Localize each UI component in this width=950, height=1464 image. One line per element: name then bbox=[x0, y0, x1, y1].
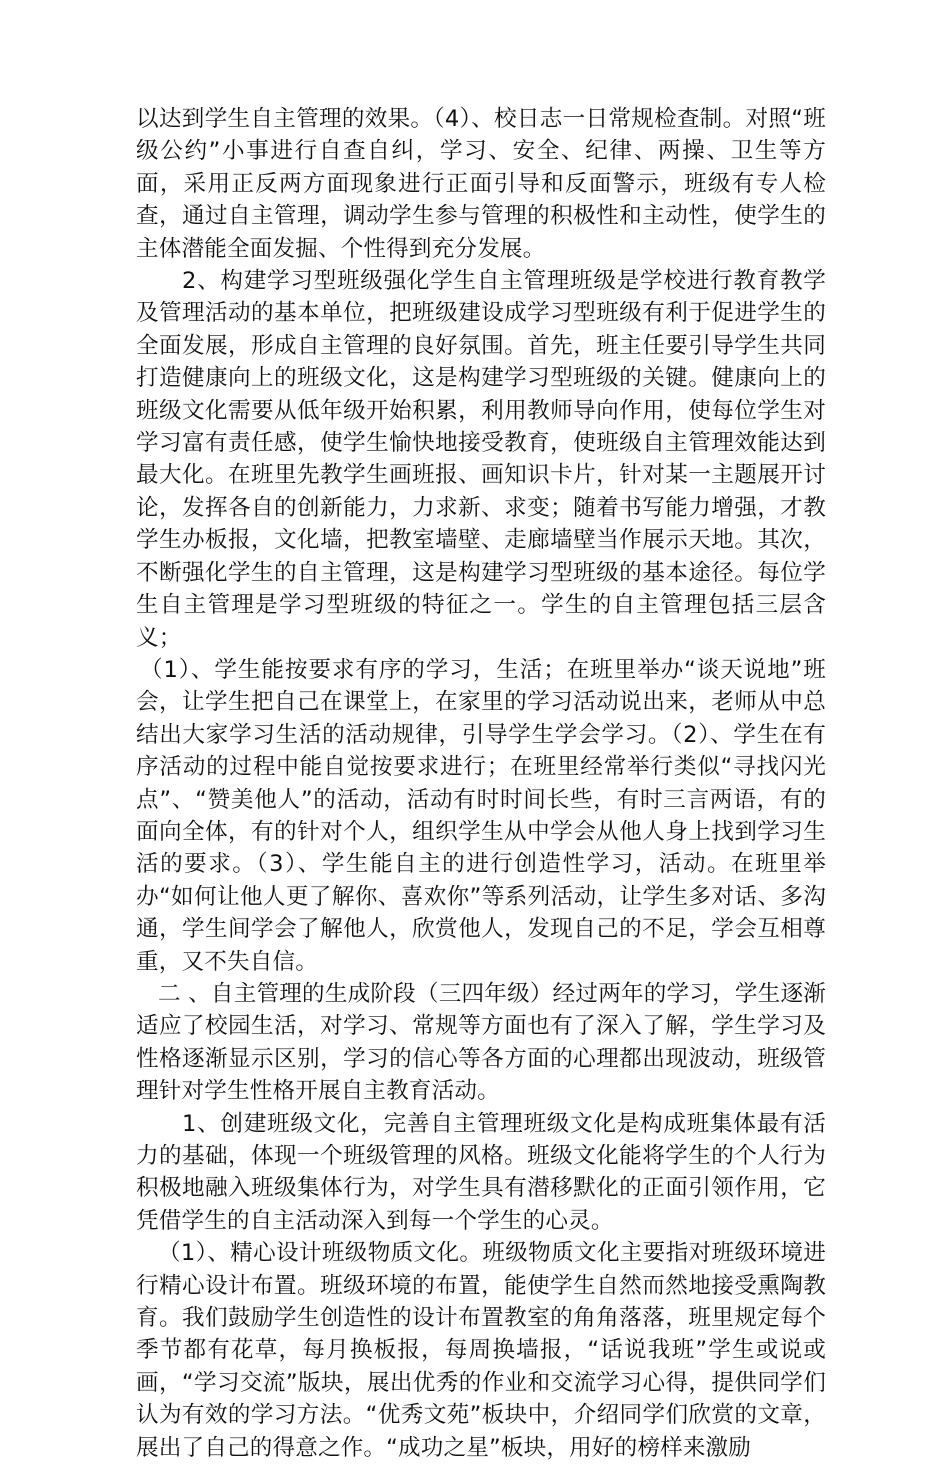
paragraph-3: （1）、学生能按要求有序的学习，生活；在班里举办“谈天说地”班会，让学生把自己在课堂上，在家里的学习活动说出来，老师从中总结出大家学习生活的活动规律，引导学生学会学习。（2）、学生在有序活动的过程中能自觉按要求进行；在班里经常举行类似“寻找闪光点”、“赞美他人”的活动，活动有时时间长些，有时三言两语，有的面向全体，有的针对个人，组织学生从中学会从他人身上找到学习生活的要求。（3）、学生能自主的进行创造性学习，活动。在班里举办“如何让他人更了解你、喜欢你”等系列活动，让学生多对话、多沟通，学生间学会了解他人，欣赏他人，发现自己的不足，学会互相尊重，又不失自信。 bbox=[136, 656, 826, 975]
paragraph-5: 1、创建班级文化，完善自主管理班级文化是构成班集体最有活力的基础，体现一个班级管理的风格。班级文化能将学生的个人行为积极地融入班级集体行为，对学生具有潜移默化的正面引领作用，它凭借学生的自主活动深入到每一个学生的心灵。 bbox=[136, 1110, 826, 1234]
paragraph-6: （1）、精心设计班级物质文化。班级物质文化主要指对班级环境进行精心设计布置。班级环境的布置，能使学生自然而然地接受熏陶教育。我们鼓励学生创造性的设计布置教室的角角落落，班里规定每个季节都有花草，每月换板报，每周换墙报，“话说我班”学生或说或画，“学习交流”版块，展出优秀的作业和交流学习心得，提供同学们认为有效的学习方法。“优秀文苑”板块中，介绍同学们欣赏的文章，展出了自己的得意之作。“成功之星”板块，用好的榜样来激励 bbox=[136, 1240, 826, 1461]
paragraph-1: 以达到学生自主管理的效果。（4）、校日志一日常规检查制。对照“班级公约”小事进行自查自纠，学习、安全、纪律、两操、卫生等方面，采用正反两方面现象进行正面引导和反面警示，班级有专人检查，通过自主管理，调动学生参与管理的积极性和主动性，使学生的主体潜能全面发掘、个性得到充分发展。 bbox=[136, 106, 826, 262]
paragraph-4: 二 、自主管理的生成阶段（三四年级）经过两年的学习，学生逐渐适应了校园生活，对学习、常规等方面也有了深入了解，学生学习及性格逐渐显示区别，学习的信心等各方面的心理都出现波动，班级管理针对学生性格开展自主教育活动。 bbox=[136, 980, 826, 1105]
paragraph-2: 2、构建学习型班级强化学生自主管理班级是学校进行教育教学及管理活动的基本单位，把班级建设成学习型班级有利于促进学生的全面发展，形成自主管理的良好氛围。首先，班主任要引导学生共同打造健康向上的班级文化，这是构建学习型班级的关键。健康向上的班级文化需要从低年级开始积累，利用教师导向作用，使每位学生对学习富有责任感，使学生愉快地接受教育，使班级自主管理效能达到最大化。在班里先教学生画班报、画知识卡片，针对某一主题展开讨论，发挥各自的创新能力，力求新、求变；随着书写能力增强，才教学生办板报，文化墙，把教室墙壁、走廊墙壁当作展示天地。其次，不断强化学生的自主管理，这是构建学习型班级的基本途径。每位学生自主管理是学习型班级的特征之一。学生的自主管理包括三层含义； bbox=[136, 268, 826, 651]
document-body bbox=[136, 103, 826, 1464]
